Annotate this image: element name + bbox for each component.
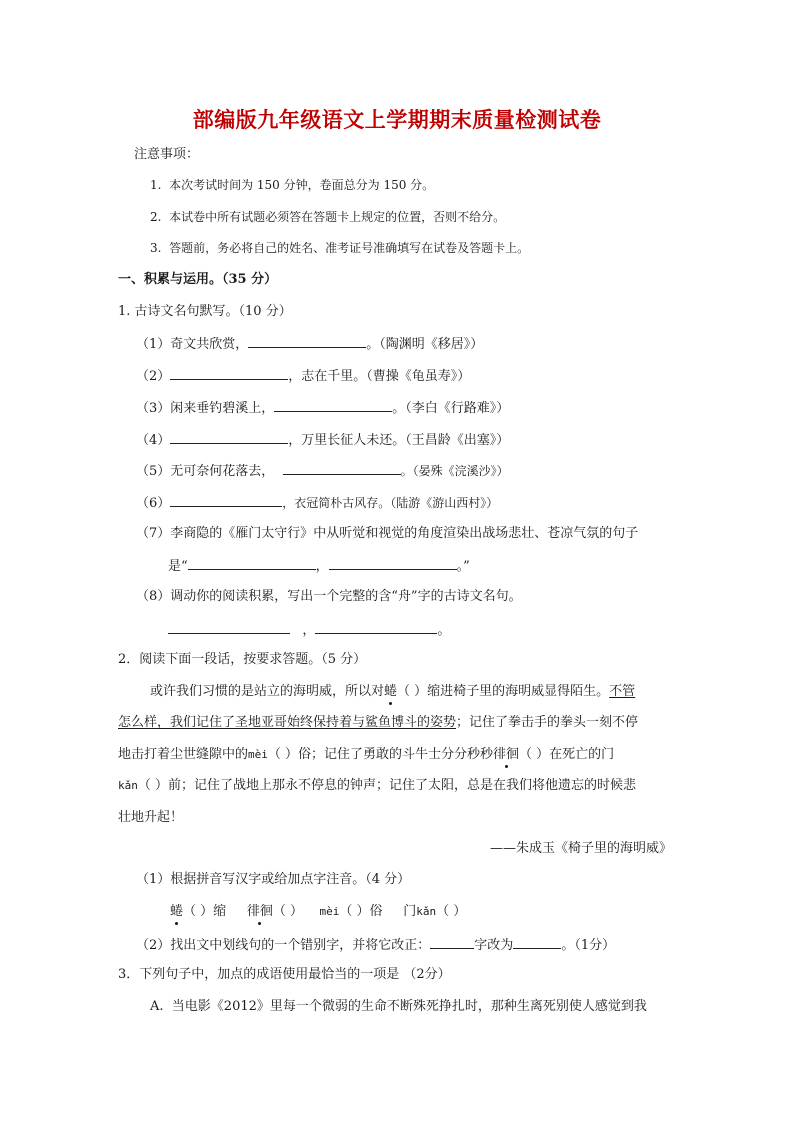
notice-item-1 <box>150 176 434 194</box>
answer-blank[interactable] <box>430 935 474 949</box>
passage-line-5: 壮地升起！ <box>118 810 184 825</box>
notice-item-num: 3. <box>150 241 162 255</box>
item-pre: 无可奈何花落去， <box>170 464 275 479</box>
item-post: 。（晏殊《浣溪沙》） <box>400 464 509 478</box>
answer-blank[interactable] <box>170 366 288 380</box>
answer-slot[interactable]: （ ）缩 <box>183 904 227 919</box>
q1-item-2 <box>136 366 470 386</box>
q1-item-7 <box>136 525 638 543</box>
passage-line-1 <box>150 683 635 701</box>
dotted-char: 蜷 <box>384 684 398 699</box>
passage-line-4 <box>118 777 636 795</box>
answer-blank[interactable] <box>315 620 437 634</box>
underlined-sentence: 怎么样，我们记住了圣地亚哥始终保持着与鲨鱼博斗的姿势 <box>118 715 457 730</box>
passage-text: （ ）前；记住了战地上那永不停息的钟声；记住了太阳，总是在我们将他遗忘的时候悲 <box>137 778 637 793</box>
question-1-stem: 1. 古诗文名句默写。（10 分） <box>118 304 292 319</box>
item-text: 根据拼音写汉字或给加点字注音。（4 分） <box>170 872 411 887</box>
passage-text: （ ）俗；记住了勇敢的斗牛士分分秒秒 <box>267 747 494 762</box>
item-num: （2） <box>136 938 171 953</box>
pinyin: mèi <box>248 748 268 761</box>
item-num: （1） <box>136 872 171 887</box>
q1-item-6 <box>136 493 498 513</box>
pinyin: kǎn <box>416 905 437 918</box>
page-title: 部编版九年级语文上学期期末质量检测试卷 <box>192 107 602 132</box>
answer-blank[interactable] <box>513 935 561 949</box>
q2-sub-2 <box>136 935 615 955</box>
passage-text: 或许我们习惯的是站立的海明威，所以对 <box>150 684 385 699</box>
pinyin: kǎn <box>118 779 138 792</box>
item-end: 。” <box>456 559 470 574</box>
passage-text: ；记住了拳击手的拳头一刻不停 <box>456 715 639 730</box>
q2-sub-1 <box>136 871 410 889</box>
section-heading: 一、积累与运用。（35 分） <box>118 272 278 287</box>
notice-item-text: 本次考试时间为 150 分钟，卷面总分为 150 分。 <box>169 178 435 192</box>
passage-text: （ ）缩进椅子里的海明威显得陌生。 <box>397 684 610 699</box>
answer-blank[interactable] <box>274 398 392 412</box>
item-num: （4） <box>136 433 171 448</box>
q1-item-3 <box>136 398 509 418</box>
dotted-char: 徘徊 <box>493 747 520 762</box>
q1-item-8 <box>136 588 522 606</box>
item-num: （6） <box>136 496 171 511</box>
item-num: （8） <box>136 589 171 604</box>
notice-item-num: 2. <box>150 210 162 224</box>
question-3-stem: 3．下列句子中，加点的成语使用最恰当的一项是 （2分） <box>118 967 451 982</box>
answer-slot[interactable]: （ ） <box>272 904 303 919</box>
item-text: 李商隐的《雁门太守行》中从听觉和视觉的角度渲染出战场悲壮、苍凉气氛的句子 <box>170 526 639 541</box>
passage-line-3 <box>118 746 614 764</box>
passage-text: （ ）在死亡的门 <box>519 747 615 762</box>
item-post: ，志在千里。（曹操《龟虽寿》） <box>288 369 471 384</box>
item-num: （1） <box>136 337 171 352</box>
q1-item-8-answer <box>168 620 450 640</box>
item-num: （7） <box>136 526 171 541</box>
notice-heading: 注意事项： <box>134 147 200 162</box>
item-end: 。 <box>437 623 451 638</box>
item-text: 字改为 <box>474 938 514 953</box>
item-post: 。（陶渊明《移居》） <box>366 337 484 352</box>
pinyin: mèi <box>319 905 340 918</box>
q1-item-4 <box>136 430 509 450</box>
passage-line-2 <box>118 714 638 732</box>
item-sep: ， <box>315 559 329 574</box>
answer-slot[interactable]: （ ） <box>436 904 467 919</box>
item-post: 。（李白《行路难》） <box>392 401 510 416</box>
item-sep: ， <box>302 623 316 638</box>
passage-source: ——朱成玉《椅子里的海明威》 <box>490 841 673 856</box>
item-pre: 奇文共欣赏， <box>170 337 249 352</box>
q2-sub-1-answers <box>170 903 466 921</box>
item-end: 。（1分） <box>561 938 616 953</box>
question-2-stem: 2．阅读下面一段话，按要求答题。（5 分） <box>118 652 367 667</box>
answer-blank[interactable] <box>283 461 401 475</box>
answer-slot[interactable]: （ ）俗 <box>339 904 383 919</box>
underlined-sentence: 不管 <box>609 684 636 699</box>
answer-blank[interactable] <box>329 556 457 570</box>
q1-item-1 <box>136 334 483 354</box>
notice-item-text: 本试卷中所有试题必须答在答题卡上规定的位置，否则不给分。 <box>169 210 506 224</box>
q1-item-5 <box>136 461 509 481</box>
notice-item-num: 1. <box>150 178 162 192</box>
answer-blank[interactable] <box>170 493 282 507</box>
item-num: （5） <box>136 464 171 479</box>
passage-text: 地击打着尘世缝隙中的 <box>118 747 249 762</box>
answer-blank[interactable] <box>168 620 290 634</box>
answer-blank[interactable] <box>170 430 288 444</box>
option-label: A. <box>150 999 164 1014</box>
item-pre: 闲来垂钓碧溪上， <box>170 401 275 416</box>
item-post: ，万里长征人未还。（王昌龄《出塞》） <box>288 433 510 448</box>
answer-char: 门 <box>403 904 417 919</box>
answer-blank[interactable] <box>188 556 316 570</box>
q3-option-a <box>150 998 647 1016</box>
item-num: （3） <box>136 401 171 416</box>
q1-item-7-answer <box>168 556 470 576</box>
dotted-char: 蜷 <box>170 904 184 919</box>
notice-item-text: 答题前，务必将自己的姓名、准考证号准确填写在试卷及答题卡上。 <box>169 241 530 255</box>
item-post: ，衣冠简朴古风存。（陆游《游山西村》） <box>282 496 499 510</box>
item-lead: 是“ <box>168 559 188 574</box>
notice-item-2 <box>150 208 505 226</box>
item-text: 找出文中划线句的一个错别字，并将它改正： <box>170 938 431 953</box>
notice-item-3 <box>150 239 529 257</box>
dotted-char: 徘徊 <box>246 904 273 919</box>
option-text: 当电影《2012》里每一个微弱的生命不断殊死挣扎时，那种生离死别使人感觉到我 <box>171 999 647 1014</box>
item-num: （2） <box>136 369 171 384</box>
item-text: 调动你的阅读积累，写出一个完整的含“舟”字的古诗文名句。 <box>170 589 522 604</box>
answer-blank[interactable] <box>248 334 366 348</box>
